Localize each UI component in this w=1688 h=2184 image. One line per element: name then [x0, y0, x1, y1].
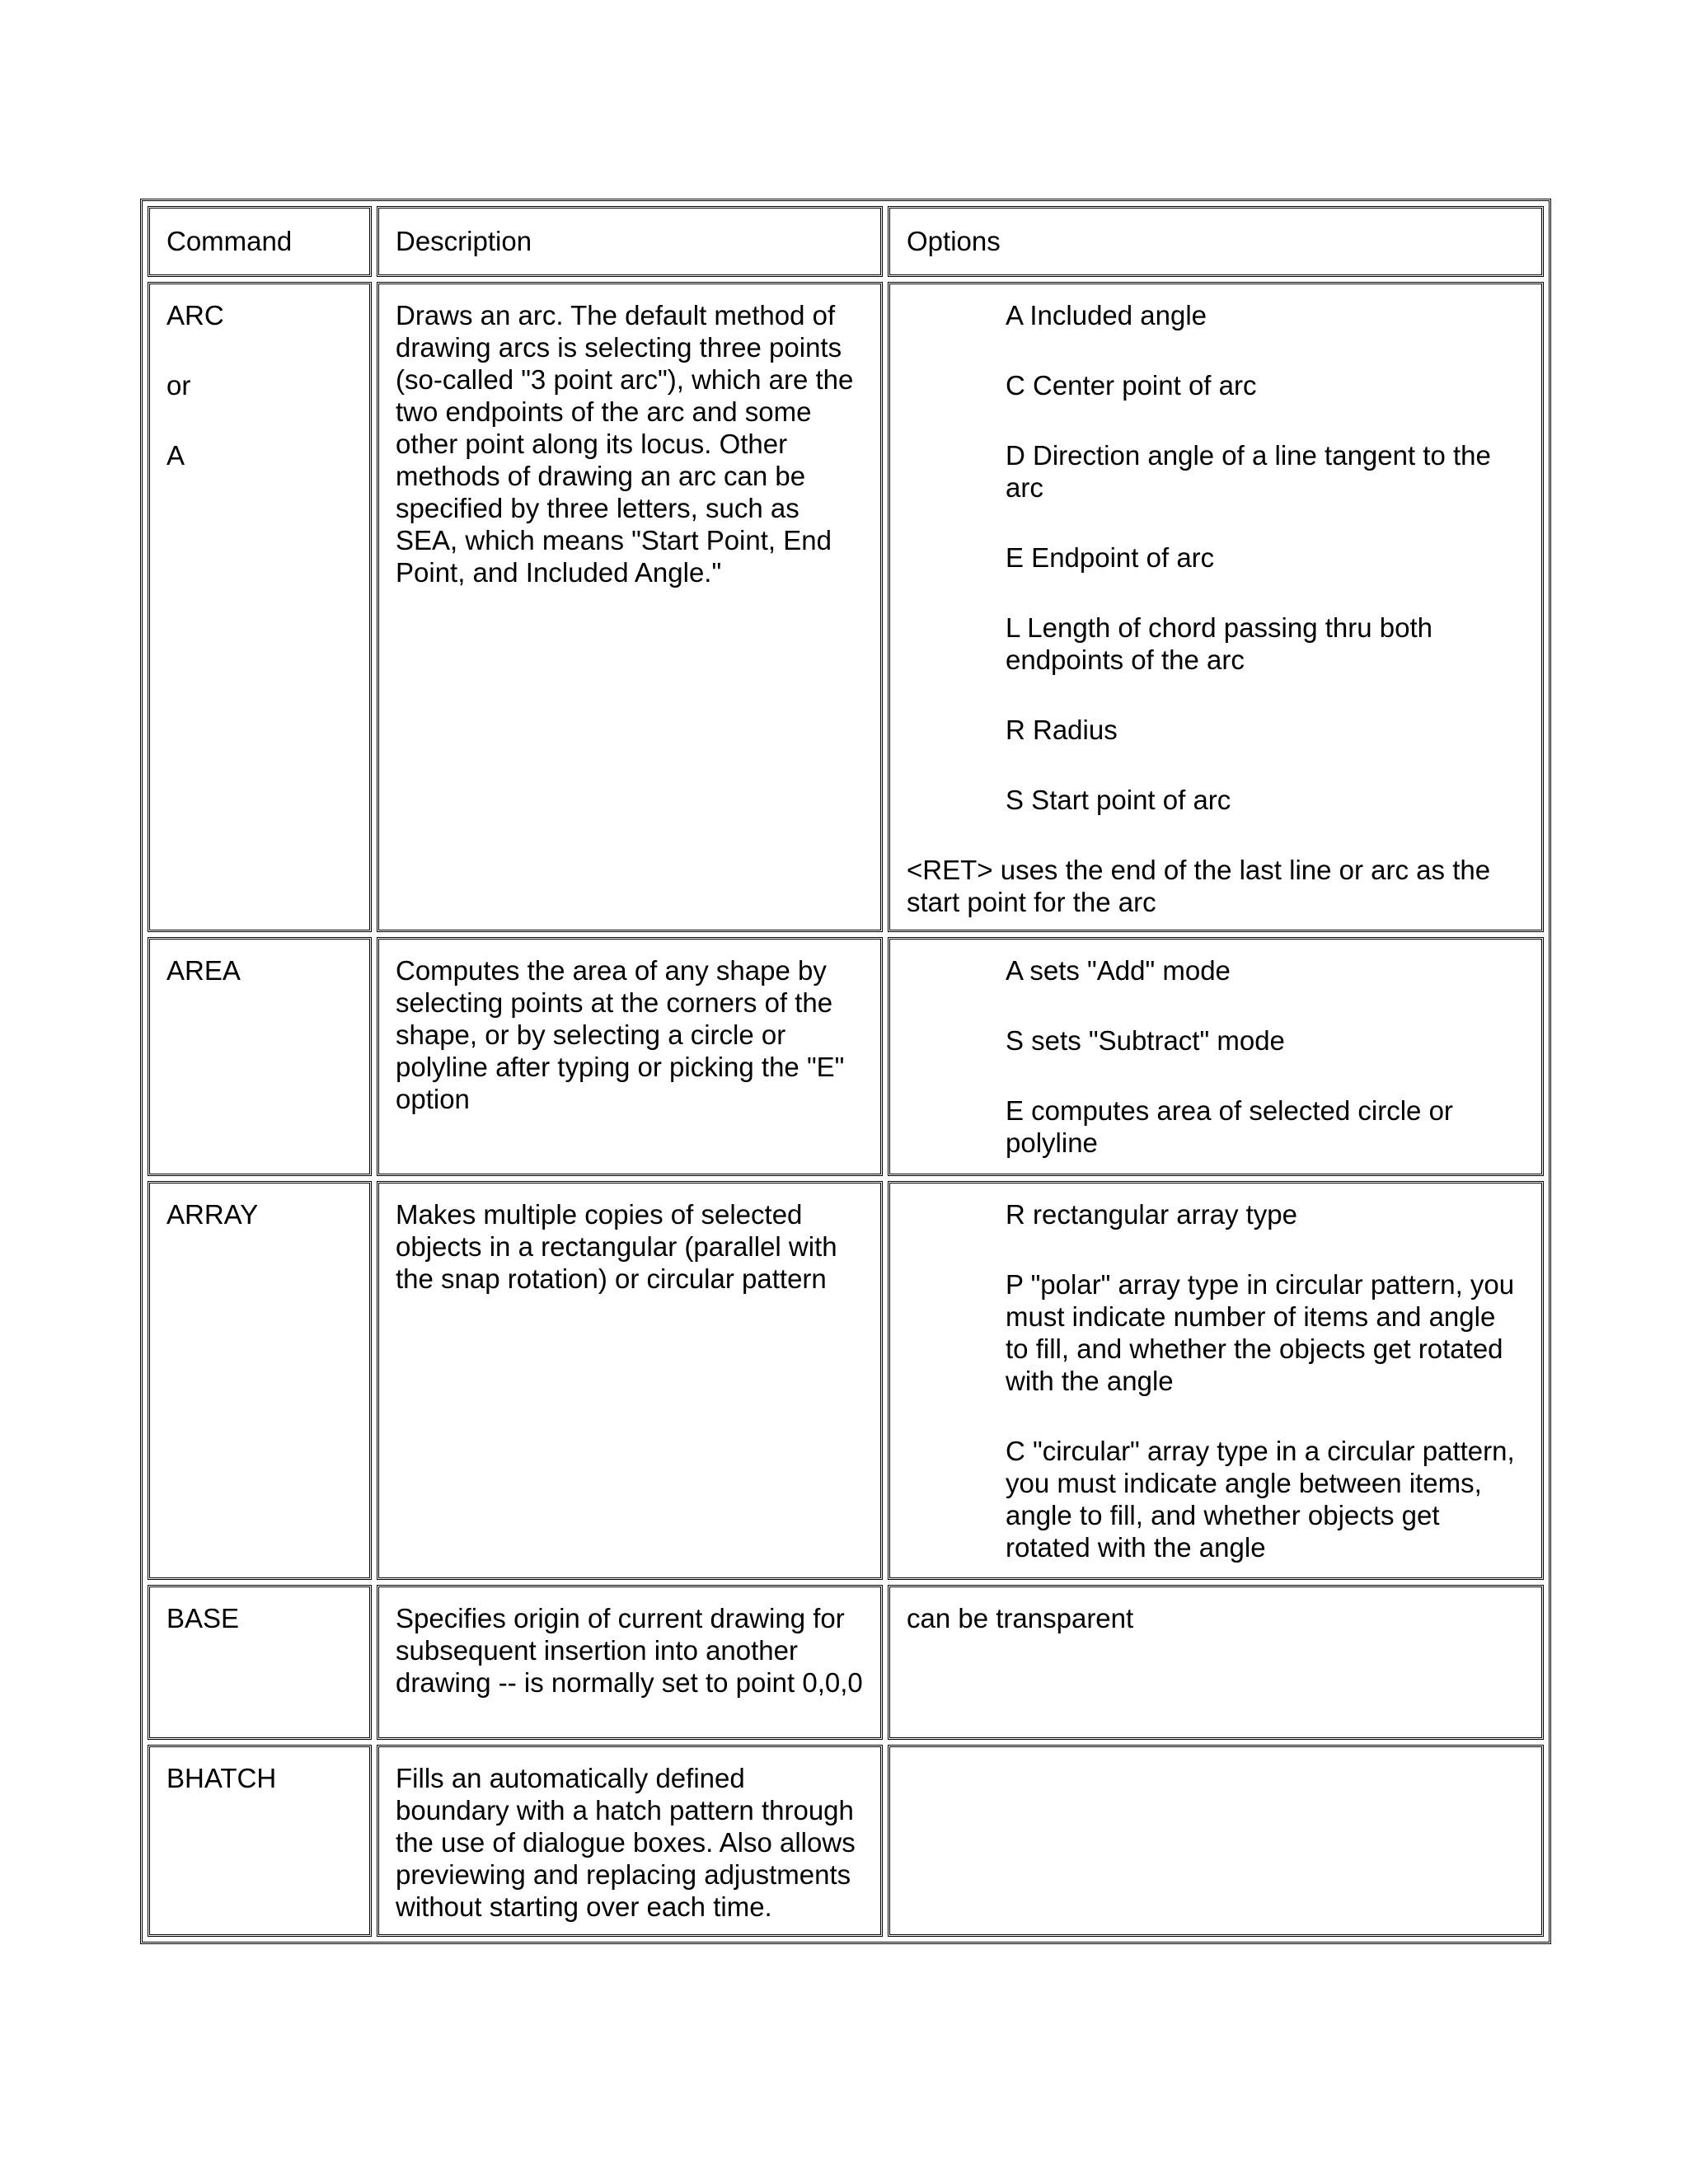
command-cell [148, 937, 372, 1176]
option-item: R Radius [1006, 715, 1118, 745]
description-cell: Computes the area of any shape by selecting points at the corners of the shape, or by selecting a circle or polyline after typing or picking the "E" option [377, 937, 883, 1176]
header-options: Options [888, 206, 1544, 277]
command-name: BHATCH [166, 1763, 277, 1793]
options-cell [888, 1181, 1544, 1580]
table-row [148, 1181, 1544, 1580]
options-cell: can be transparent [888, 1585, 1544, 1740]
option-item: E Endpoint of arc [1006, 542, 1215, 573]
option-item: D Direction angle of a line tangent to the arc [1006, 440, 1491, 503]
option-item: C "circular" array type in a circular pattern, you must indicate angle between items, angle to fill, and whether objects get rotated with the angle [1006, 1436, 1515, 1563]
option-item: S sets "Subtract" mode [1006, 1025, 1285, 1056]
option-item: A sets "Add" mode [1006, 955, 1231, 986]
command-cell [148, 1585, 372, 1740]
command-name: BASE [166, 1603, 240, 1633]
command-alias-separator: or [166, 370, 191, 401]
command-name: AREA [166, 955, 241, 986]
table-row [148, 1745, 1544, 1937]
option-item: P "polar" array type in circular pattern, you must indicate number of items and angle to fill, and whether the objects get rotated with the angle [1006, 1269, 1515, 1396]
command-table [140, 199, 1551, 1944]
command-cell [148, 282, 372, 932]
command-name: ARC [166, 300, 224, 330]
header-command: Command [148, 206, 372, 277]
option-item: A Included angle [1006, 300, 1207, 330]
options-cell [888, 282, 1544, 932]
command-cell [148, 1181, 372, 1580]
table-row [148, 1585, 1544, 1740]
option-item: C Center point of arc [1006, 370, 1257, 401]
options-cell [888, 937, 1544, 1176]
description-cell: Specifies origin of current drawing for subsequent insertion into another drawing -- is normally set to point 0,0,0 [377, 1585, 883, 1740]
command-cell [148, 1745, 372, 1937]
command-alias: A [166, 440, 185, 471]
option-item: E computes area of selected circle or polyline [1006, 1095, 1453, 1158]
option-note: <RET> uses the end of the last line or arc as the start point for the arc [907, 855, 1491, 917]
table-row [148, 282, 1544, 932]
options-cell [888, 1745, 1544, 1937]
option-item: L Length of chord passing thru both endpoints of the arc [1006, 612, 1432, 675]
command-name: ARRAY [166, 1199, 259, 1230]
header-description: Description [377, 206, 883, 277]
option-item: S Start point of arc [1006, 785, 1231, 815]
description-cell: Makes multiple copies of selected objects in a rectangular (parallel with the snap rotation) or circular pattern [377, 1181, 883, 1580]
description-cell: Draws an arc. The default method of drawing arcs is selecting three points (so-called "3 point arc"), which are the two endpoints of the arc and some other point along its locus. Other methods of drawing an arc can be specified by three letters, such as SEA, which means "Start Point, End Point, and Included Angle." [377, 282, 883, 932]
table-row [148, 937, 1544, 1176]
option-item: R rectangular array type [1006, 1199, 1297, 1230]
table-header-row [148, 206, 1544, 277]
description-cell: Fills an automatically defined boundary with a hatch pattern through the use of dialogue boxes. Also allows previewing and replacing adjustments without starting over each time. [377, 1745, 883, 1937]
